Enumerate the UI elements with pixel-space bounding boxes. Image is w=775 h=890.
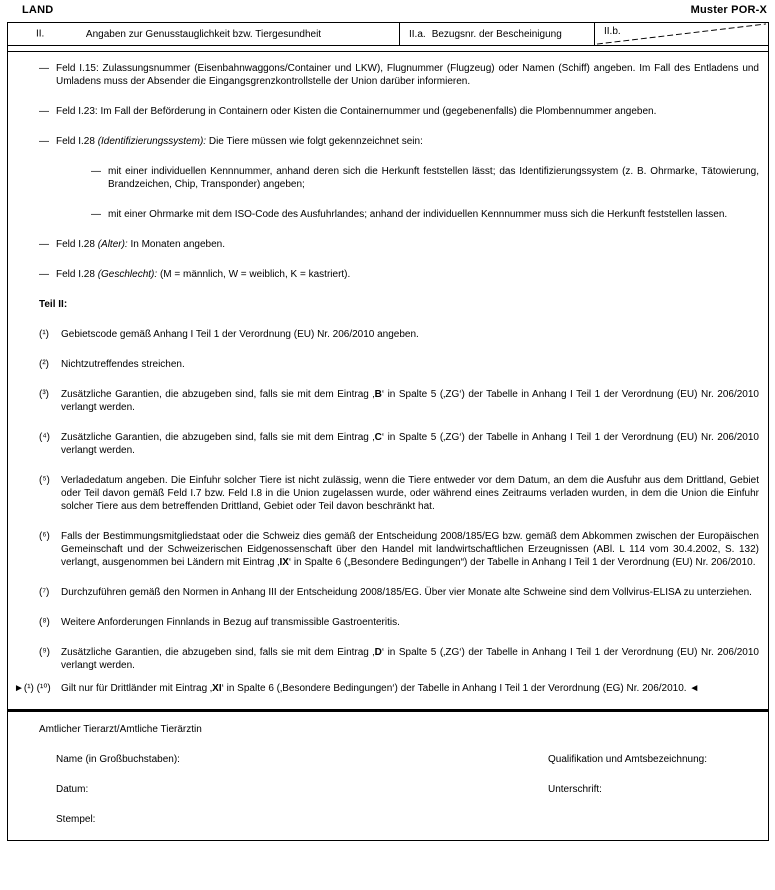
part-ii-title: Angaben zur Genusstauglichkeit bzw. Tiergesundheit <box>85 28 322 40</box>
part-ii-title-cell <box>8 23 399 45</box>
note-text: mit einer Ohrmarke mit dem ISO-Code des Ausfuhrlandes; anhand der individuellen Kennnummer muss sich die Herkunft feststellen lassen. <box>108 209 728 220</box>
note-text: Zusätzliche Garantien, die abzugeben sind, falls sie mit dem Eintrag ‚ <box>61 389 375 400</box>
dash-marker: — <box>39 136 49 147</box>
note-text: ‘ in Spalte 6 („Besondere Bedingungen“) der Tabelle in Anhang I Teil 1 der Verordnung (EU) Nr. 206/2010. <box>288 557 756 568</box>
note-text: Gilt nur für Drittländer mit Eintrag ‚ <box>61 683 213 694</box>
note-ear-tag <box>91 208 759 221</box>
note-text-bold: XI <box>212 683 222 694</box>
name-label: Name (in Großbuchstaben): <box>56 754 180 765</box>
stamp-row <box>39 813 759 826</box>
date-label: Datum: <box>56 784 89 795</box>
field-iia-number: II.a. <box>409 28 426 40</box>
note-text: ‘ in Spalte 5 (‚ZG‘) der Tabelle in Anhang I Teil 1 der Verordnung (EU) Nr. 206/2010 verlangt werden. <box>61 647 759 671</box>
note-text: Verladedatum angeben. Die Einfuhr solcher Tiere ist nicht zulässig, wenn die Tiere entweder vor dem Datum, an dem die Ausfuhr aus dem Drittland, Gebiet oder Teil davon gemäß Feld I.7 bzw. Feld I.8 in die Union zugelassen wurde, oder während eines Zeitraums verladen wurden, in dem die Union die Einfuhr solcher Tiere aus dem betreffenden Drittland, Gebiet oder Teil davon beschränkt hat. <box>61 475 759 512</box>
footnote-2 <box>39 358 759 371</box>
footnote-10-amended <box>14 682 759 695</box>
note-text-bold: IX <box>279 557 289 568</box>
page-top-bar <box>0 0 775 22</box>
footnote-8 <box>39 616 759 629</box>
note-text: Feld I.23: Im Fall der Beförderung in Containern oder Kisten die Containernummer und (gegebenenfalls) die Plombennummer angeben. <box>56 106 657 117</box>
signature-label: Unterschrift: <box>548 784 602 795</box>
note-individual-id <box>91 165 759 191</box>
strikethrough-diagonal-line <box>595 23 768 45</box>
footnote-9 <box>39 646 759 672</box>
note-text: Feld I.28 <box>56 136 98 147</box>
note-text-bold: C <box>374 432 382 443</box>
model-label: Muster POR-X <box>690 4 767 16</box>
note-field-i15 <box>39 62 759 88</box>
note-text-italic: (Geschlecht): <box>97 269 158 280</box>
note-text: (M = männlich, W = weiblich, K = kastriert). <box>157 269 351 280</box>
official-veterinarian-title: Amtlicher Tierarzt/Amtliche Tierärztin <box>39 724 202 735</box>
footnote-marker: (⁹) <box>39 647 50 658</box>
country-label: LAND <box>22 4 54 16</box>
note-text: Die Tiere müssen wie folgt gekennzeichnet sein: <box>206 136 423 147</box>
note-text: Feld I.28 <box>56 239 98 250</box>
part-ii-header-row <box>8 23 768 46</box>
note-text: ‘ in Spalte 5 (‚ZG‘) der Tabelle in Anhang I Teil 1 der Verordnung (EU) Nr. 206/2010 verlangt werden. <box>61 389 759 413</box>
qualification-label: Qualifikation und Amtsbezeichnung: <box>548 754 707 765</box>
note-text-bold: B <box>374 389 382 400</box>
note-text: Feld I.28 <box>56 269 98 280</box>
note-field-i23 <box>39 105 759 118</box>
stamp-label: Stempel: <box>56 814 96 825</box>
official-veterinarian-section <box>8 709 768 840</box>
dash-marker: — <box>39 239 49 250</box>
part-ii-notes-heading: Teil II: <box>39 299 68 310</box>
note-text: Feld I.15: Zulassungsnummer (Eisenbahnwaggons/Container und LKW), Flugnummer (Flugzeug) oder Namen (Schiff) angeben. Im Fall des Entladens und Umladens muss der Absender die Eingangsgrenzkontrollstelle der Union darüber informieren. <box>56 63 759 87</box>
footnote-marker: (⁶) <box>39 531 50 542</box>
footnote-6 <box>39 530 759 569</box>
note-text: Falls der Bestimmungsmitgliedstaat oder die Schweiz dies gemäß der Entscheidung 2008/185/EG bzw. gemäß dem Abkommen zwischen der Europäischen Gemeinschaft und der Schweizerischen Eidgenossenschaft über den Handel mit landwirtschaftlichen Erzeugnissen (ABl. L 114 vom 30.4.2002, S. 132) verlangt, ausgenommen bei Ländern mit Eintrag ‚ <box>61 531 759 568</box>
note-text-italic: (Alter): <box>97 239 128 250</box>
note-text: Gebietscode gemäß Anhang I Teil 1 der Verordnung (EU) Nr. 206/2010 angeben. <box>61 329 419 340</box>
footnote-marker: (¹) <box>39 329 49 340</box>
footnote-marker: (⁸) <box>39 617 50 628</box>
footnote-marker: (³) <box>39 389 49 400</box>
date-signature-row <box>39 783 759 796</box>
dash-marker: — <box>91 209 101 220</box>
dash-marker: — <box>39 269 49 280</box>
dash-marker: — <box>39 106 49 117</box>
footnote-1 <box>39 328 759 341</box>
note-text: Nichtzutreffendes streichen. <box>61 359 185 370</box>
note-text: Weitere Anforderungen Finnlands in Bezug auf transmissible Gastroenteritis. <box>61 617 400 628</box>
note-text: ‘ in Spalte 5 (‚ZG‘) der Tabelle in Anhang I Teil 1 der Verordnung (EU) Nr. 206/2010 verlangt werden. <box>61 432 759 456</box>
amendment-footnote-marker: ►(¹) (¹⁰) <box>14 683 51 694</box>
notes-section <box>8 52 768 695</box>
name-qualification-row <box>39 753 759 766</box>
note-text-bold: D <box>374 647 382 658</box>
note-text: mit einer individuellen Kennnummer, anhand deren sich die Herkunft feststellen lässt; das Identifizierungssystem (z. B. Ohrmarke, Tätowierung, Brandzeichen, Chip, Transponder) angeben; <box>108 166 759 190</box>
note-text: Durchzuführen gemäß den Normen in Anhang III der Entscheidung 2008/185/EG. Über vier Monate alte Schweine sind dem Vollvirus-ELISA zu unterziehen. <box>61 587 752 598</box>
field-iia-title: Bezugsnr. der Bescheinigung <box>431 28 562 40</box>
note-text: ‘ in Spalte 6 (‚Besondere Bedingungen‘) der Tabelle in Anhang I Teil 1 der Verordnung (EG) Nr. 206/2010. ◄ <box>221 683 700 694</box>
note-field-i28-idsystem <box>39 135 759 148</box>
footnote-4 <box>39 431 759 457</box>
footnote-marker: (⁷) <box>39 587 50 598</box>
footnote-7 <box>39 586 759 599</box>
field-iib-label: II.b. <box>604 26 621 37</box>
footnote-marker: (⁴) <box>39 432 50 443</box>
footnote-3 <box>39 388 759 414</box>
note-text: Zusätzliche Garantien, die abzugeben sind, falls sie mit dem Eintrag ‚ <box>61 432 375 443</box>
dash-marker: — <box>39 63 49 74</box>
note-field-i28-age <box>39 238 759 251</box>
footnote-marker: (²) <box>39 359 49 370</box>
note-text: In Monaten angeben. <box>127 239 226 250</box>
note-text-italic: (Identifizierungssystem): <box>97 136 207 147</box>
footnote-5 <box>39 474 759 513</box>
note-field-i28-sex <box>39 268 759 281</box>
dash-marker: — <box>91 166 101 177</box>
note-text: Zusätzliche Garantien, die abzugeben sind, falls sie mit dem Eintrag ‚ <box>61 647 375 658</box>
reference-number-cell <box>399 23 594 45</box>
part-ii-number: II. <box>36 28 45 40</box>
field-iib-cell <box>594 23 768 45</box>
footnote-marker: (⁵) <box>39 475 50 486</box>
certificate-frame <box>7 22 769 841</box>
